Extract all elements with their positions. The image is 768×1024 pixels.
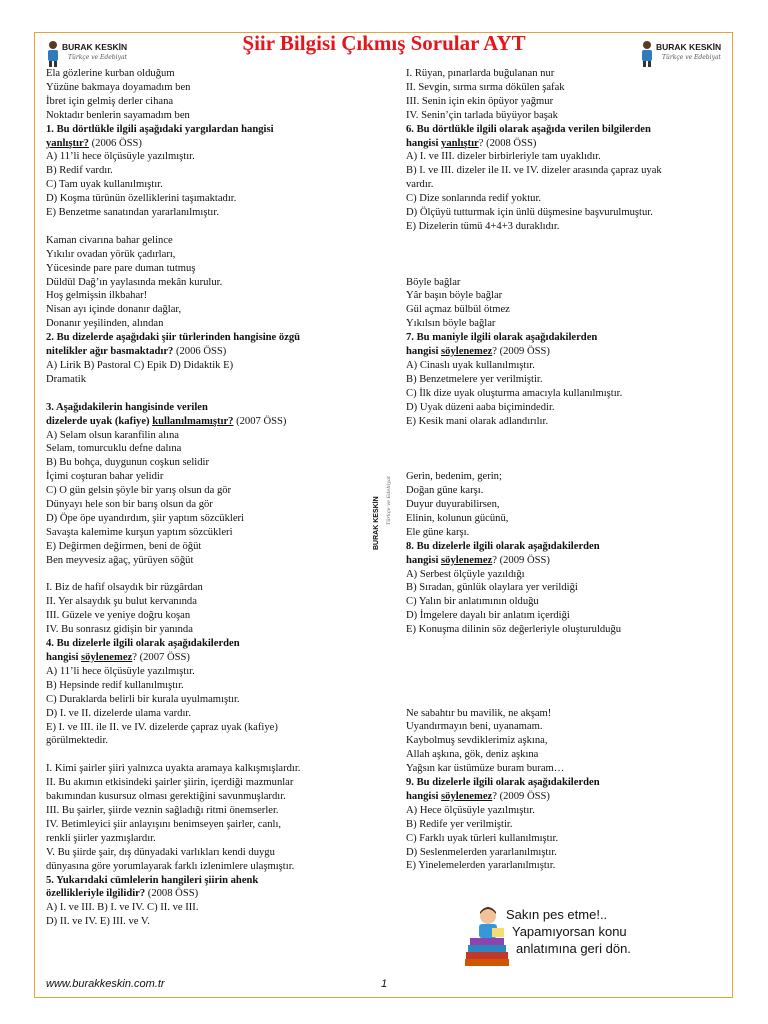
left-question-line [46,401,361,415]
text-run: ? (2007 ÖSS) [132,652,190,664]
left-text-line: II. Bu akımın etkisindeki şairler şiirin, içerdiği mazmunlar [46,777,294,789]
left-column [46,67,361,929]
text-run: yanlıştır? [46,137,89,149]
spacer [406,442,726,456]
right-question-line [406,540,726,554]
left-text-line: renkli şiirler yazmışlardır. [46,832,156,844]
left-text-line: D) Koşma türünün özelliklerini taşımaktadır. [46,193,237,205]
right-text-line: A) I. ve III. dizeler birbirleriyle tam uyaklıdır. [406,151,601,163]
left-text-line: D) II. ve IV. E) III. ve V. [46,916,150,928]
right-text-line: IV. Senin’çin tarlada büyüyor başak [406,109,558,121]
right-text-line: Yıkılsın böyle bağlar [406,318,496,330]
left-question-line [46,123,361,137]
text-run: kullanılmamıştır? [152,415,234,427]
text-run: dizelerde uyak (kafiye) [46,415,153,427]
right-text-line: E) Kesik mani olarak adlandırılır. [406,415,549,427]
text-run: 5. Yukarıdaki cümlelerin hangileri şiirin ahenk [46,874,259,886]
text-run: ? (2009 ÖSS) [492,790,550,802]
right-text-line: Gül açmaz bülbül ötmez [406,304,510,316]
right-text-line: A) Serbest ölçüyle yazıldığı [406,568,525,580]
left-text-line: Nisan ayı içinde donanır dağlar, [46,304,182,316]
text-run: hangisi [406,554,442,566]
right-text-line: E) Yinelemelerden yararlanılmıştır. [406,860,556,872]
right-question-line [406,123,726,137]
right-text-line: B) Sıradan, günlük olaylara yer verildiği [406,582,578,594]
spacer [46,220,361,234]
spacer [406,651,726,665]
text-run: yanlıştır [441,137,479,149]
left-text-line: III. Güzele ve yeniye doğru koşan [46,610,191,622]
text-run: nitelikler ağır basmaktadır? [46,346,174,358]
left-text-line: İçimi coşturan bahar yelidir [46,471,164,483]
right-text-line: C) İlk dize uyak oluşturma amacıyla kullanılmıştır. [406,387,623,399]
spacer [406,637,726,651]
text-run: 9. Bu dizelerle ilgili olarak aşağıdakilerden [406,777,600,789]
left-question-line [46,137,361,151]
footer-url[interactable]: www.burakkeskin.com.tr [46,978,165,990]
text-run: 2. Bu dizelerde aşağıdaki şiir türlerinden hangisine özgü [46,332,301,344]
right-text-line: B) Redife yer verilmiştir. [406,818,513,830]
spacer [406,234,726,248]
left-question-line [46,637,361,651]
text-run: (2007 ÖSS) [233,415,287,427]
left-text-line: B) Redif vardır. [46,165,113,177]
logo-name: BURAK KESKİN [62,42,128,52]
brand-logo-right [640,38,740,70]
right-text-line: A) Hece ölçüsüyle yazılmıştır. [406,804,535,816]
page-number: 1 [381,978,388,990]
left-text-line: A) Lirik B) Pastoral C) Epik D) Didaktik E) [46,360,234,372]
left-text-line: II. Yer alsaydık şu bulut kervanında [46,596,197,608]
text-run: hangisi [406,790,442,802]
left-text-line: dünyasına göre yorumlayarak farklı izlenimlere ulaşmıştır. [46,860,295,872]
right-text-line: Ne sabahtır bu mavilik, ne akşam! [406,707,552,719]
person-icon [640,40,654,68]
text-run: ? (2009 ÖSS) [492,346,550,358]
left-text-line: D) I. ve II. dizelerde ulama vardır. [46,707,192,719]
left-question-line [46,887,361,901]
spacer [406,262,726,276]
left-text-line: bakımından kusursuz olması gerektiğini savunmuşlardır. [46,791,286,803]
left-text-line: IV. Betimleyici şiir anlayışını benimseyen şairler, canlı, [46,818,282,830]
watermark-name: BURAK KESKİN [373,496,380,550]
right-text-line: Ele güne karşı. [406,526,470,538]
right-text-line: Allah aşkına, gök, deniz aşkına [406,749,539,761]
left-text-line: Ben meyvesiz ağaç, yürüyen söğüt [46,554,194,566]
text-run: söylenemez [441,554,493,566]
right-question-line [406,137,726,151]
motivation-box [462,900,712,975]
motivation-message [506,906,631,957]
left-text-line: Yücesinde pare pare duman tutmuş [46,262,196,274]
left-text-line: görülmektedir. [46,735,109,747]
right-text-line: III. Senin için ekin öpüyor yağmur [406,95,554,107]
text-run: (2006 ÖSS) [173,346,227,358]
text-run: 8. Bu dizelerle ilgili olarak aşağıdakilerden [406,540,600,552]
spacer [406,679,726,693]
left-text-line: Dünyayı hele son bir barış olsun da gör [46,499,213,511]
spacer [46,748,361,762]
vertical-watermark-logo [370,470,396,550]
left-text-line: Kaman civarına bahar gelince [46,234,173,246]
right-text-line: Böyle bağlar [406,276,461,288]
left-text-line: V. Bu şiirde şair, dış dünyadaki varlıkları kendi duygu [46,846,275,858]
left-text-line: Dramatik [46,373,87,385]
right-text-line: E) Dizelerin tümü 4+4+3 duraklıdır. [406,220,560,232]
spacer [406,456,726,470]
left-text-line: E) Benzetme sanatından yararlanılmıştır. [46,207,219,219]
left-text-line: B) Bu bohça, duygunun coşkun selidir [46,457,210,469]
text-run: ? (2008 ÖSS) [478,137,537,149]
left-text-line: Savaşta kalemime kurşun yaptım sözcükleri [46,526,233,538]
brand-logo-left [46,38,146,70]
text-run: söylenemez [81,652,133,664]
motivation-line: Yapamıyorsan konu [512,924,627,939]
right-question-line [406,790,726,804]
spacer [46,568,361,582]
right-text-line: Yağsın kar üstümüze buram buram… [406,763,565,775]
right-text-line: D) Uyak düzeni aaba biçimindedir. [406,401,555,413]
right-text-line: D) İmgelere dayalı bir anlatım içerdiği [406,610,570,622]
text-run: hangisi [46,652,82,664]
motivation-line: anlatımına geri dön. [516,941,631,956]
left-question-line [46,874,361,888]
logo-subtitle: Türkçe ve Edebiyat [662,54,721,61]
right-question-line [406,554,726,568]
right-text-line: D) Ölçüyü tutturmak için ünlü düşmesine başvurulmuştur. [406,207,653,219]
left-text-line: Düldül Dağ’ın yaylasında mekân kurulur. [46,276,223,288]
spacer [406,248,726,262]
left-text-line: Yüzüne bakmaya doyamadım ben [46,81,191,93]
left-text-line: III. Bu şairler, şiirde veznin sağladığı ritmi önemserler. [46,804,279,816]
right-question-line [406,331,726,345]
right-question-line [406,345,726,359]
right-question-line [406,776,726,790]
right-text-line: Yâr başın böyle bağlar [406,290,503,302]
left-question-line [46,651,361,665]
left-text-line: A) I. ve III. B) I. ve IV. C) II. ve III. [46,902,199,914]
left-question-line [46,345,361,359]
right-column [406,67,726,873]
left-text-line: Hoş gelmişsin ilkbahar! [46,290,148,302]
left-text-line: E) Değirmen değirmen, beni de öğüt [46,540,202,552]
spacer [406,665,726,679]
right-text-line: Duyur duyurabilirsen, [406,499,500,510]
right-text-line: Gerin, bedenim, gerin; [406,471,502,483]
text-run: özellikleriyle ilgilidir? [46,888,146,900]
text-run: hangisi [406,137,442,149]
right-text-line: B) Benzetmelere yer verilmiştir. [406,373,543,385]
right-text-line: A) Cinaslı uyak kullanılmıştır. [406,359,535,371]
page-title: Şiir Bilgisi Çıkmış Sorular AYT [242,31,526,55]
right-text-line: Kaybolmuş sevdiklerimiz aşkına, [406,735,548,747]
text-run: söylenemez [441,346,493,358]
right-text-line: II. Sevgin, sırma sırma dökülen şafak [406,81,565,93]
left-text-line: Noktadır benlerin sayamadım ben [46,109,190,121]
left-text-line: B) Hepsinde redif kullanılmıştır. [46,679,184,691]
text-run: söylenemez [441,790,493,802]
text-run: 4. Bu dizelerle ilgili olarak aşağıdakilerden [46,638,240,650]
left-text-line: I. Kimi şairler şiiri yalnızca uyakta aramaya kalkışmışlardır. [46,763,301,775]
left-text-line: A) 11’li hece ölçüsüyle yazılmıştır. [46,665,195,677]
right-text-line: C) Farklı uyak türleri kullanılmıştır. [406,832,559,844]
text-run: 3. Aşağıdakilerin hangisinde verilen [46,401,208,413]
spacer [406,693,726,707]
text-run: 6. Bu dörtlükle ilgili olarak aşağıda verilen bilgilerden [406,123,651,135]
text-run: (2008 ÖSS) [145,888,199,900]
left-text-line: C) Tam uyak kullanılmıştır. [46,179,163,191]
right-text-line: I. Rüyan, pınarlarda buğulanan nur [406,68,555,79]
right-text-line: D) Seslenmelerden yararlanılmıştır. [406,846,557,858]
left-text-line: Selam, tomurcuklu defne dalına [46,443,182,455]
left-text-line: I. Biz de hafif olsaydık bir rüzgârdan [46,582,203,594]
text-run: 7. Bu maniyle ilgili olarak aşağıdakilerden [406,332,598,344]
right-text-line: C) Dize sonlarında redif yoktur. [406,193,542,205]
watermark-subtitle: Türkçe ve Edebiyat [386,476,392,526]
logo-subtitle: Türkçe ve Edebiyat [68,54,127,61]
left-text-line: IV. Bu sonrasız gidişin bir yanında [46,624,193,636]
left-text-line: A) Selam olsun karanfilin alına [46,429,179,441]
spacer [46,387,361,401]
right-text-line: B) I. ve III. dizeler ile II. ve IV. dizeler arasında çapraz uyak [406,165,662,177]
left-text-line: Ela gözlerine kurban olduğum [46,68,175,79]
left-text-line: Donanır yeşilinden, alından [46,318,164,330]
right-text-line: Uyandırmayın beni, uyanamam. [406,721,543,733]
right-text-line: vardır. [406,179,434,191]
left-text-line: E) I. ve III. ile II. ve IV. dizelerde çapraz uyak (kafiye) [46,721,278,733]
text-run: 1. Bu dörtlükle ilgili aşağıdaki yargılardan hangisi [46,123,274,135]
left-text-line: C) O gün gelsin şöyle bir yarış olsun da gör [46,485,232,497]
left-text-line: A) 11’li hece ölçüsüyle yazılmıştır. [46,151,195,163]
left-text-line: C) Duraklarda belirli bir kurala uyulmamıştır. [46,693,240,705]
text-run: ? (2009 ÖSS) [492,554,550,566]
left-text-line: Yıkılır ovadan yörük çadırları, [46,248,176,260]
spacer [406,429,726,443]
motivation-line: Sakın pes etme!.. [506,907,608,922]
left-question-line [46,331,361,345]
right-text-line: Doğan güne karşı. [406,485,484,497]
left-text-line: D) Öpe öpe uyandırdım, şiir yaptım sözcükleri [46,512,244,524]
person-icon [46,40,60,68]
right-text-line: C) Yalın bir anlatımının olduğu [406,596,539,608]
right-text-line: Elinin, kolunun gücünü, [406,512,509,524]
text-run: hangisi [406,346,442,358]
left-question-line [46,415,361,429]
left-text-line: İbret için gelmiş derler cihana [46,95,174,107]
right-text-line: E) Konuşma dilinin söz değerleriyle oluşturulduğu [406,624,622,636]
logo-name: BURAK KESKİN [656,42,722,52]
text-run: (2006 ÖSS) [88,137,142,149]
